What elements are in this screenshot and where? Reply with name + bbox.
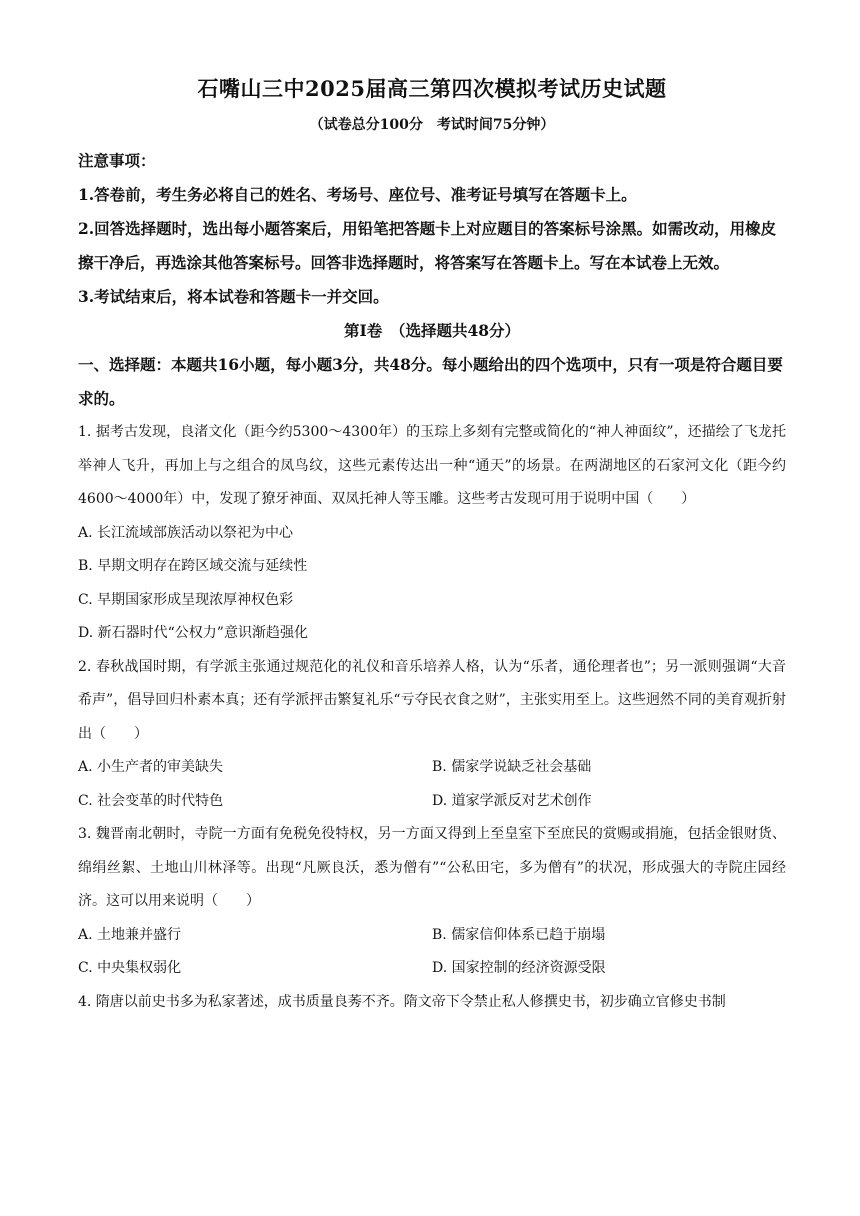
question-3-option-c: C. 中央集权弱化 xyxy=(78,960,182,976)
question-1-option-a: A. 长江流域部族活动以祭祀为中心 xyxy=(78,524,294,541)
notice-heading: 注意事项： xyxy=(78,151,156,170)
question-3-option-a: A. 土地兼并盛行 xyxy=(78,926,182,943)
question-4-stem: 4. 隋唐以前史书多为私家著述，成书质量良莠不齐。隋文帝下令禁止私人修撰史书，初步确立官修史书制 xyxy=(78,993,726,1010)
part1-title: 第Ⅰ卷 （选择题共48分） xyxy=(343,321,521,340)
notice-item-2: 2.回答选择题时，选出每小题答案后，用铅笔把答题卡上对应题目的答案标号涂黑。如需改动，用橡皮擦干净后，再选涂其他答案标号。回答非选择题时，将答案写在答题卡上。写在本试卷上无效。 xyxy=(78,219,777,272)
question-1-option-d: D. 新石器时代“公权力”意识渐趋强化 xyxy=(78,625,308,641)
question-2-option-a: A. 小生产者的审美缺失 xyxy=(78,759,224,775)
part1-instructions: 一、选择题：本题共16小题，每小题3分，共48分。每小题给出的四个选项中，只有一项是符合题目要求的。 xyxy=(78,355,783,408)
question-3-options-row-2 xyxy=(78,952,786,986)
notice-item-1: 1.答卷前，考生务必将自己的姓名、考场号、座位号、准考证号填写在答题卡上。 xyxy=(78,185,637,204)
question-2-options-row-1 xyxy=(78,751,786,785)
question-1-option-b: B. 早期文明存在跨区域交流与延续性 xyxy=(78,558,308,574)
question-2-option-d: D. 道家学派反对艺术创作 xyxy=(432,792,592,809)
exam-title: 石嘴山三中2025届高三第四次模拟考试历史试题 xyxy=(197,76,667,101)
notice-item-3: 3.考试结束后，将本试卷和答题卡一并交回。 xyxy=(78,287,389,306)
question-1-option-c: C. 早期国家形成呈现浓厚神权色彩 xyxy=(78,591,294,608)
question-3-option-b: B. 儒家信仰体系已趋于崩塌 xyxy=(432,926,606,943)
question-2-option-c: C. 社会变革的时代特色 xyxy=(78,792,224,809)
question-2-option-b: B. 儒家学说缺乏社会基础 xyxy=(432,759,592,775)
question-3-stem: 3. 魏晋南北朝时，寺院一方面有免税免役特权，另一方面又得到上至皇室下至庶民的赏赐或捐施，包括金银财货、绵绢丝絮、土地山川林泽等。出现“凡厥良沃，悉为僧有”“公私田宅，多为僧有”的状况，形成强大的寺院庄园经济。这可以用来说明（ ） xyxy=(78,826,786,909)
question-1-stem: 1. 据考古发现，良渚文化（距今约5300～4300年）的玉琮上多刻有完整或简化的“神人神面纹”，还描绘了飞龙托举神人飞升，再加上与之组合的凤鸟纹，这些元素传达出一种“通天”的场景。在两湖地区的石家河文化（距今约4600～4000年）中，发现了獠牙神面、双凤托神人等玉雕。这些考古发现可用于说明中国（ ） xyxy=(78,424,786,507)
exam-subtitle: （试卷总分100分 考试时间75分钟） xyxy=(309,117,555,133)
exam-page xyxy=(78,74,786,1019)
question-2-stem: 2. 春秋战国时期，有学派主张通过规范化的礼仪和音乐培养人格，认为“乐者，通伦理者也”；另一派则强调“大音希声”，倡导回归朴素本真；还有学派抨击繁复礼乐“亏夺民衣食之财”，主张实用至上。这些迥然不同的美育观折射出（ ） xyxy=(78,658,786,742)
question-3-option-d: D. 国家控制的经济资源受限 xyxy=(432,960,606,976)
question-2-options-row-2 xyxy=(78,785,786,819)
question-3-options-row-1 xyxy=(78,919,786,953)
